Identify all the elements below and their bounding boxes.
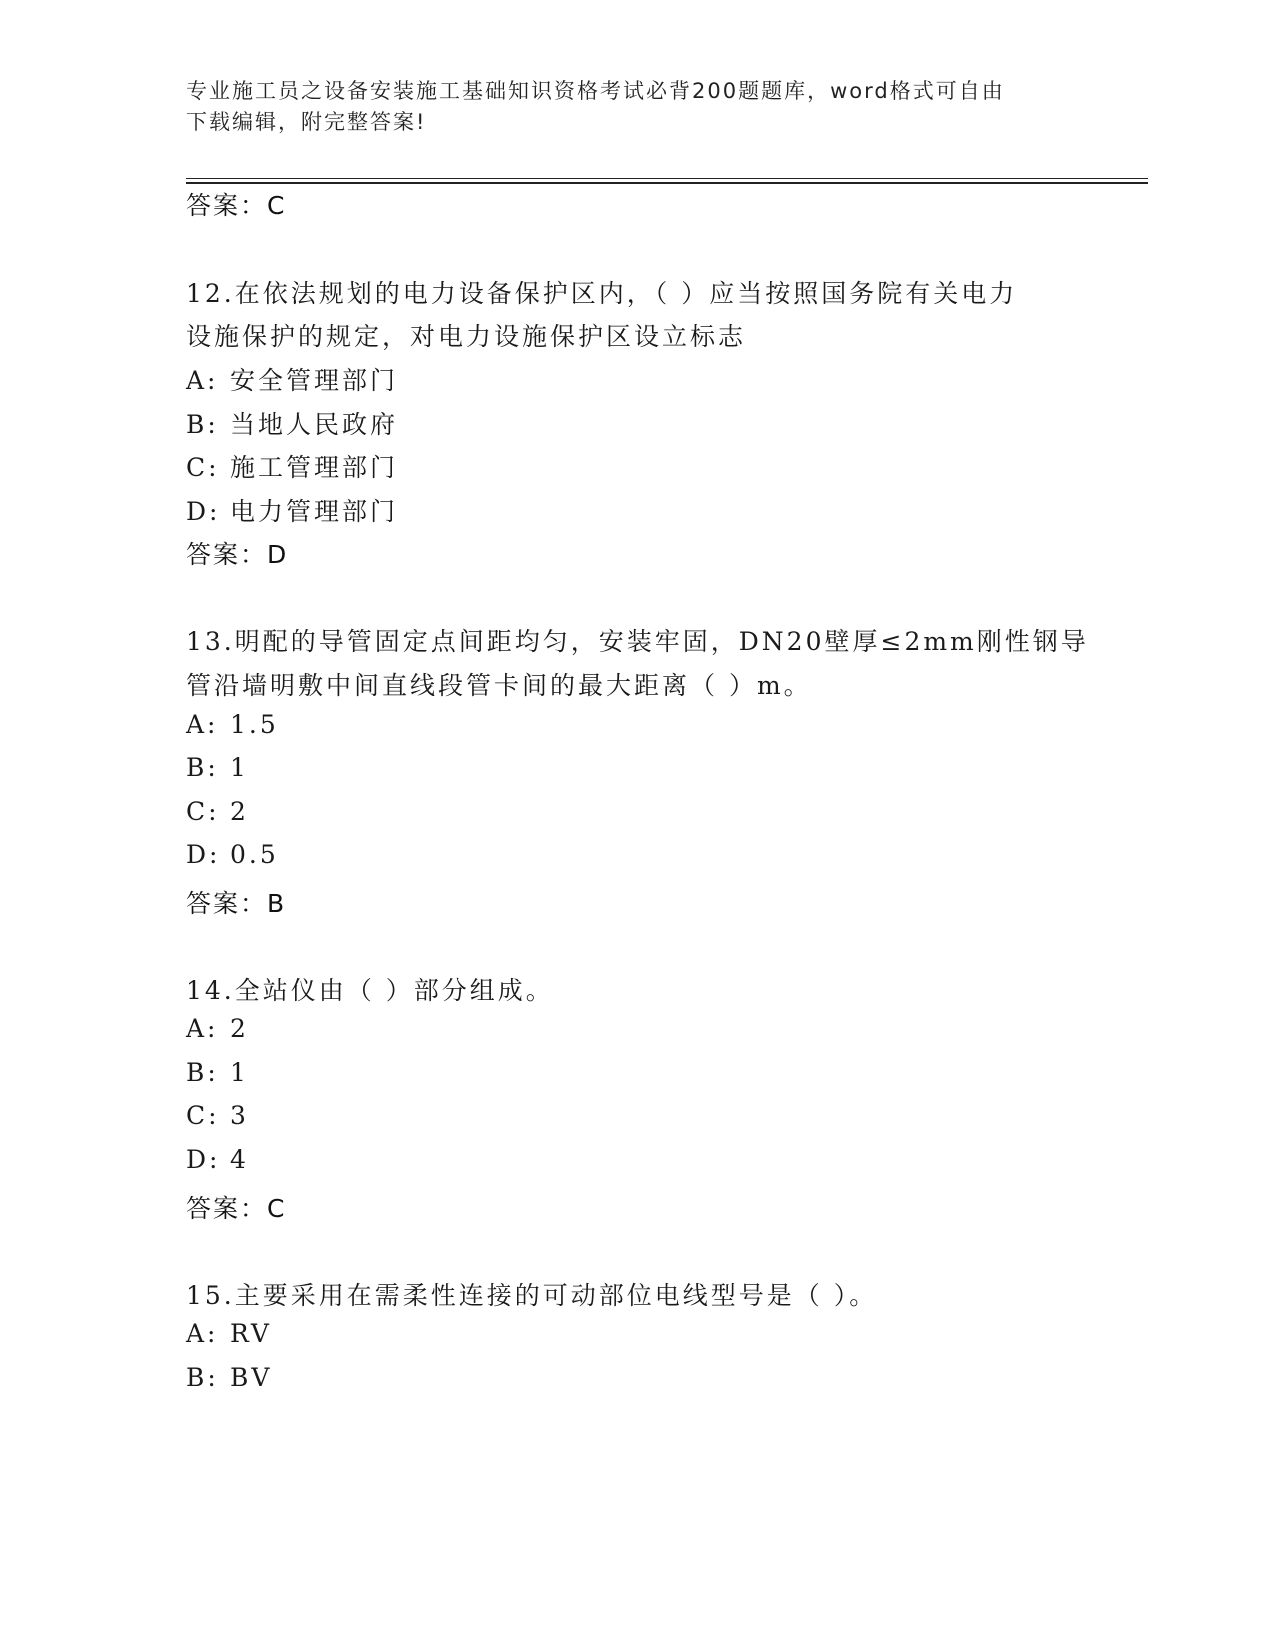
answer: 答案：D — [186, 540, 289, 569]
option-text: 1.5 — [230, 710, 279, 739]
option-key: B: — [186, 1363, 219, 1392]
option-text: 施工管理部门 — [230, 453, 399, 482]
question-stem-line-1: 12.在依法规划的电力设备保护区内，（ ）应当按照国务院有关电力 — [186, 279, 1018, 308]
option-key: D: — [186, 840, 221, 869]
option-a — [186, 361, 398, 397]
option-a — [186, 1319, 272, 1348]
option-key: B: — [186, 410, 219, 439]
option-key: C: — [186, 453, 220, 482]
previous-answer: 答案：C — [186, 191, 287, 220]
option-key: D: — [186, 1145, 221, 1174]
document-header — [186, 76, 1066, 138]
option-c — [186, 1101, 249, 1130]
option-text: 3 — [230, 1101, 249, 1130]
option-text: RV — [230, 1319, 272, 1348]
option-d — [186, 1145, 249, 1174]
option-text: 2 — [230, 797, 249, 826]
option-a — [186, 1014, 249, 1043]
header-divider-thick — [186, 182, 1148, 184]
option-key: C: — [186, 797, 220, 826]
option-text: 当地人民政府 — [230, 410, 399, 439]
option-c — [186, 448, 398, 484]
option-d — [186, 840, 279, 869]
option-text: 1 — [230, 1058, 249, 1087]
option-c — [186, 797, 249, 826]
answer: 答案：B — [186, 889, 287, 918]
option-b — [186, 1058, 249, 1087]
option-text: 0.5 — [230, 840, 279, 869]
option-b — [186, 1363, 272, 1392]
option-key: D: — [186, 497, 221, 526]
question-stem-line-1: 13.明配的导管固定点间距均匀，安装牢固，DN20壁厚≤2mm刚性钢导 — [186, 627, 1089, 656]
option-key: A: — [186, 1319, 219, 1348]
question-stem-line-1: 15.主要采用在需柔性连接的可动部位电线型号是（ ）。 — [186, 1281, 878, 1310]
option-text: 4 — [230, 1145, 249, 1174]
header-title-line-2: 下载编辑，附完整答案! — [186, 110, 427, 134]
option-key: B: — [186, 753, 219, 782]
option-a — [186, 710, 279, 739]
option-text: 1 — [230, 753, 249, 782]
option-key: C: — [186, 1101, 220, 1130]
option-text: 电力管理部门 — [230, 497, 399, 526]
answer: 答案：C — [186, 1194, 287, 1223]
header-title-line-1: 专业施工员之设备安装施工基础知识资格考试必背200题题库，word格式可自由 — [186, 79, 1005, 103]
option-text: 2 — [230, 1014, 249, 1043]
option-key: B: — [186, 1058, 219, 1087]
option-key: A: — [186, 710, 219, 739]
option-b — [186, 753, 249, 782]
question-stem-line-1: 14.全站仪由（ ）部分组成。 — [186, 976, 554, 1005]
option-key: A: — [186, 366, 219, 395]
header-divider-thin — [186, 178, 1148, 179]
option-key: A: — [186, 1014, 219, 1043]
question-stem-line-2: 设施保护的规定，对电力设施保护区设立标志 — [186, 322, 747, 351]
option-b — [186, 405, 398, 441]
option-text: BV — [230, 1363, 273, 1392]
option-d — [186, 492, 398, 528]
question-stem-line-2: 管沿墙明敷中间直线段管卡间的最大距离（ ）m。 — [186, 671, 812, 700]
option-text: 安全管理部门 — [230, 366, 399, 395]
